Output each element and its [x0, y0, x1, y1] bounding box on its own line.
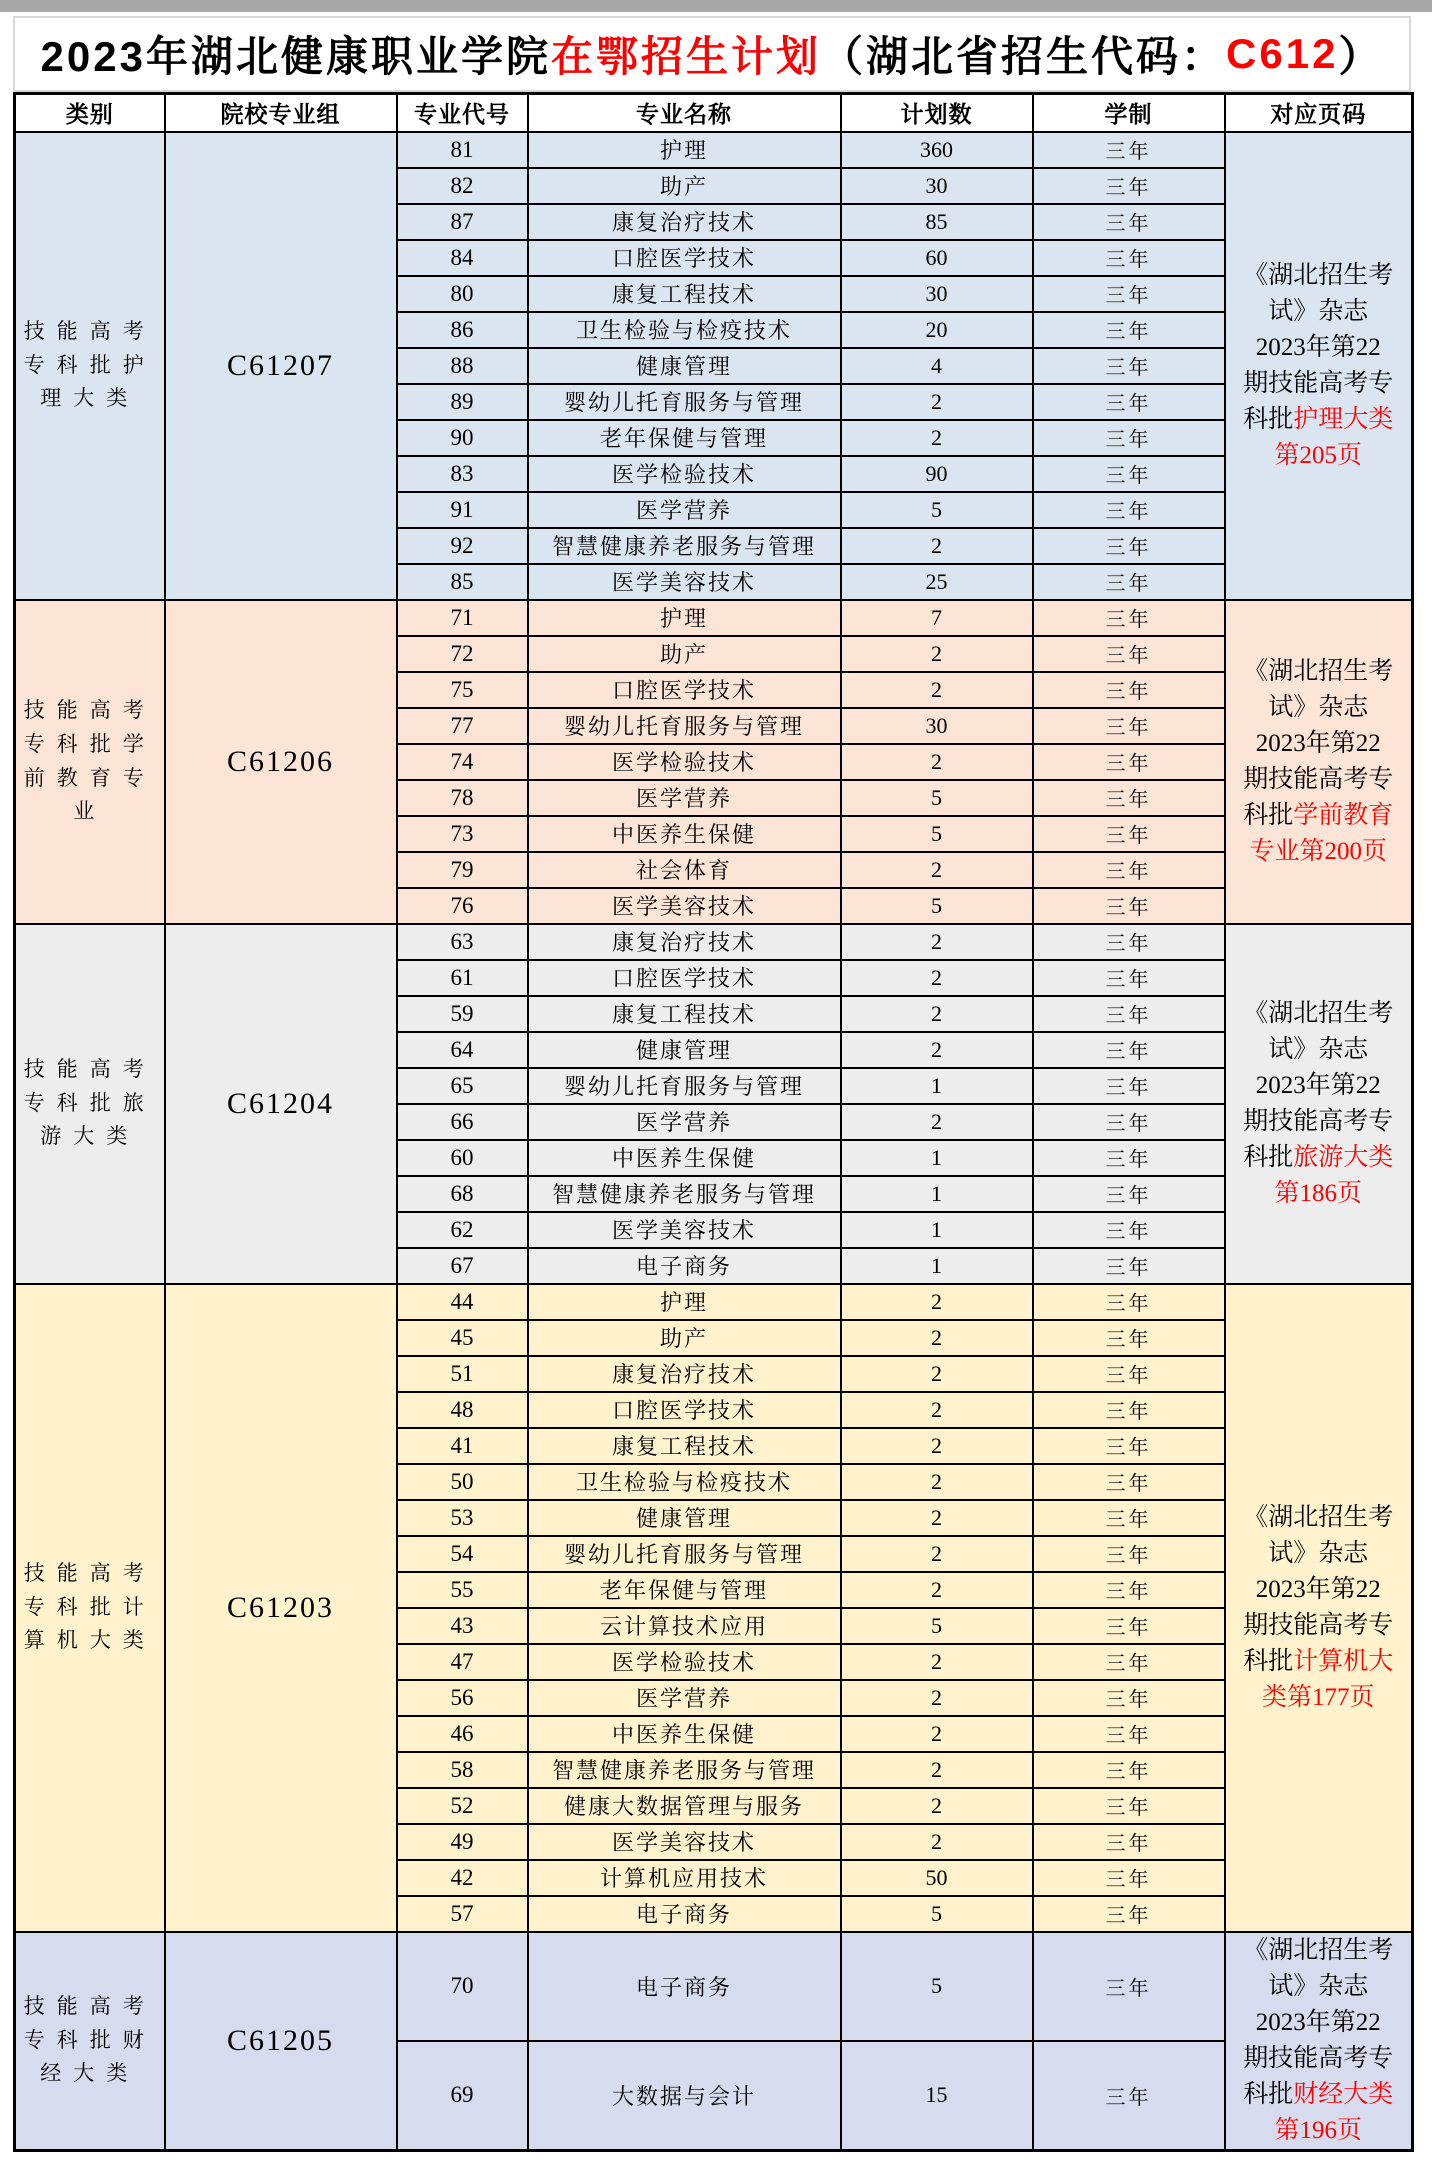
plan-count-cell: 2 — [841, 1500, 1033, 1536]
plan-count-cell: 2 — [841, 1788, 1033, 1824]
major-code-cell: 62 — [397, 1212, 528, 1248]
plan-count-cell: 5 — [841, 816, 1033, 852]
page-note-cell — [1225, 1932, 1413, 2151]
duration-cell: 三年 — [1033, 672, 1225, 708]
major-name-cell: 健康大数据管理与服务 — [528, 1788, 841, 1824]
duration-cell: 三年 — [1033, 960, 1225, 996]
major-name-cell: 护理 — [528, 1284, 841, 1320]
title-part-plan: 在鄂招生计划 — [550, 33, 821, 80]
duration-cell: 三年 — [1033, 1896, 1225, 1932]
duration-cell: 三年 — [1033, 1212, 1225, 1248]
major-name-cell: 助产 — [528, 636, 841, 672]
table-row — [15, 924, 1413, 960]
plan-count-cell: 30 — [841, 276, 1033, 312]
page-note-line: 期技能高考专 — [1243, 369, 1394, 397]
plan-count-cell: 2 — [841, 1320, 1033, 1356]
duration-cell: 三年 — [1033, 204, 1225, 240]
major-name-cell: 康复工程技术 — [528, 1428, 841, 1464]
major-code-cell: 69 — [397, 2041, 528, 2150]
duration-cell: 三年 — [1033, 888, 1225, 924]
page-note-red-text: 旅游大类第186页 — [1274, 1143, 1394, 1207]
major-code-cell: 44 — [397, 1284, 528, 1320]
header-duration: 学制 — [1033, 94, 1225, 132]
major-name-cell: 中医养生保健 — [528, 1140, 841, 1176]
duration-cell: 三年 — [1033, 1464, 1225, 1500]
title-part-code: C612 — [1226, 30, 1339, 77]
duration-cell: 三年 — [1033, 1716, 1225, 1752]
major-code-cell: 92 — [397, 528, 528, 564]
plan-count-cell: 2 — [841, 1356, 1033, 1392]
major-code-cell: 78 — [397, 780, 528, 816]
duration-cell: 三年 — [1033, 852, 1225, 888]
major-code-cell: 73 — [397, 816, 528, 852]
category-cell: 技能高考专科批财经大类 — [15, 1932, 165, 2151]
duration-cell: 三年 — [1033, 1824, 1225, 1860]
major-name-cell: 电子商务 — [528, 1896, 841, 1932]
page-note-line: 试》杂志 — [1268, 693, 1369, 721]
major-name-cell: 中医养生保健 — [528, 1716, 841, 1752]
major-code-cell: 59 — [397, 996, 528, 1032]
major-code-cell: 50 — [397, 1464, 528, 1500]
duration-cell: 三年 — [1033, 1176, 1225, 1212]
page-note-line: 2023年第22 — [1255, 333, 1381, 361]
plan-count-cell: 5 — [841, 1608, 1033, 1644]
major-code-cell: 91 — [397, 492, 528, 528]
page-note-prefix: 科批 — [1243, 405, 1294, 433]
major-code-cell: 74 — [397, 744, 528, 780]
major-name-cell: 健康管理 — [528, 348, 841, 384]
plan-count-cell: 50 — [841, 1860, 1033, 1896]
major-name-cell: 助产 — [528, 1320, 841, 1356]
page-note-cell — [1225, 924, 1413, 1284]
major-name-cell: 计算机应用技术 — [528, 1860, 841, 1896]
major-name-cell: 社会体育 — [528, 852, 841, 888]
group-code-cell: C61206 — [165, 600, 397, 924]
page-note-tail — [1233, 1644, 1405, 1716]
duration-cell: 三年 — [1033, 780, 1225, 816]
page-note-tail — [1233, 1140, 1405, 1212]
major-name-cell: 健康管理 — [528, 1032, 841, 1068]
page-note-line: 试》杂志 — [1268, 1972, 1369, 2000]
major-name-cell: 智慧健康养老服务与管理 — [528, 1752, 841, 1788]
duration-cell: 三年 — [1033, 636, 1225, 672]
plan-count-cell: 2 — [841, 420, 1033, 456]
major-code-cell: 61 — [397, 960, 528, 996]
major-name-cell: 医学美容技术 — [528, 1212, 841, 1248]
title-part-year-school: 2023年湖北健康职业学院 — [40, 33, 551, 80]
table-row — [15, 1932, 1413, 2041]
duration-cell: 三年 — [1033, 1356, 1225, 1392]
major-name-cell: 医学美容技术 — [528, 888, 841, 924]
page-note-line: 试》杂志 — [1268, 1035, 1369, 1063]
header-major-name: 专业名称 — [528, 94, 841, 132]
plan-count-cell: 2 — [841, 1572, 1033, 1608]
plan-count-cell: 2 — [841, 1680, 1033, 1716]
major-name-cell: 婴幼儿托育服务与管理 — [528, 1536, 841, 1572]
major-name-cell: 大数据与会计 — [528, 2041, 841, 2150]
plan-count-cell: 30 — [841, 708, 1033, 744]
major-code-cell: 53 — [397, 1500, 528, 1536]
plan-count-cell: 2 — [841, 1464, 1033, 1500]
major-code-cell: 88 — [397, 348, 528, 384]
page-note-prefix: 科批 — [1243, 1143, 1294, 1171]
major-code-cell: 82 — [397, 168, 528, 204]
major-name-cell: 口腔医学技术 — [528, 672, 841, 708]
category-cell: 技能高考专科批计算机大类 — [15, 1284, 165, 1932]
major-name-cell: 电子商务 — [528, 1932, 841, 2041]
plan-count-cell: 15 — [841, 2041, 1033, 2150]
title-part-close-paren: ） — [1338, 33, 1384, 80]
page-note-prefix: 科批 — [1243, 1647, 1294, 1675]
plan-count-cell: 2 — [841, 744, 1033, 780]
major-code-cell: 67 — [397, 1248, 528, 1284]
duration-cell: 三年 — [1033, 168, 1225, 204]
major-name-cell: 卫生检验与检疫技术 — [528, 1464, 841, 1500]
plan-count-cell: 2 — [841, 384, 1033, 420]
plan-count-cell: 5 — [841, 1896, 1033, 1932]
plan-count-cell: 1 — [841, 1068, 1033, 1104]
major-code-cell: 64 — [397, 1032, 528, 1068]
plan-count-cell: 60 — [841, 240, 1033, 276]
major-code-cell: 52 — [397, 1788, 528, 1824]
duration-cell: 三年 — [1033, 492, 1225, 528]
major-name-cell: 口腔医学技术 — [528, 960, 841, 996]
major-code-cell: 60 — [397, 1140, 528, 1176]
plan-count-cell: 30 — [841, 168, 1033, 204]
major-name-cell: 康复工程技术 — [528, 276, 841, 312]
major-name-cell: 医学检验技术 — [528, 744, 841, 780]
header-row — [15, 94, 1413, 132]
major-name-cell: 医学营养 — [528, 1104, 841, 1140]
title-part-code-label: （湖北省招生代码： — [821, 33, 1227, 80]
major-code-cell: 71 — [397, 600, 528, 636]
duration-cell: 三年 — [1033, 1572, 1225, 1608]
duration-cell: 三年 — [1033, 1608, 1225, 1644]
plan-count-cell: 2 — [841, 1644, 1033, 1680]
group-code-cell: C61204 — [165, 924, 397, 1284]
major-code-cell: 76 — [397, 888, 528, 924]
duration-cell: 三年 — [1033, 1140, 1225, 1176]
page-note-cell — [1225, 1284, 1413, 1932]
duration-cell: 三年 — [1033, 1932, 1225, 2041]
major-name-cell: 卫生检验与检疫技术 — [528, 312, 841, 348]
page-note-line: 《湖北招生考 — [1243, 999, 1394, 1027]
plan-count-cell: 2 — [841, 1284, 1033, 1320]
page-note-line: 期技能高考专 — [1243, 2044, 1394, 2072]
major-code-cell: 42 — [397, 1860, 528, 1896]
header-group-code: 院校专业组 — [165, 94, 397, 132]
table-body — [15, 132, 1413, 2151]
major-code-cell: 70 — [397, 1932, 528, 2041]
duration-cell: 三年 — [1033, 708, 1225, 744]
plan-count-cell: 2 — [841, 1752, 1033, 1788]
major-code-cell: 49 — [397, 1824, 528, 1860]
group-code-cell: C61203 — [165, 1284, 397, 1932]
major-code-cell: 90 — [397, 420, 528, 456]
header-plan-count: 计划数 — [841, 94, 1033, 132]
page-note-red-text: 计算机大类第177页 — [1261, 1647, 1394, 1711]
table-row — [15, 600, 1413, 636]
major-name-cell: 康复治疗技术 — [528, 1356, 841, 1392]
major-code-cell: 89 — [397, 384, 528, 420]
duration-cell: 三年 — [1033, 1104, 1225, 1140]
duration-cell: 三年 — [1033, 312, 1225, 348]
duration-cell: 三年 — [1033, 384, 1225, 420]
major-code-cell: 48 — [397, 1392, 528, 1428]
page-note-tail — [1233, 2077, 1405, 2149]
major-name-cell: 云计算技术应用 — [528, 1608, 841, 1644]
header-page-ref: 对应页码 — [1225, 94, 1413, 132]
duration-cell: 三年 — [1033, 456, 1225, 492]
plan-count-cell: 2 — [841, 1536, 1033, 1572]
page-note-line: 《湖北招生考 — [1243, 261, 1394, 289]
duration-cell: 三年 — [1033, 1536, 1225, 1572]
major-name-cell: 医学检验技术 — [528, 456, 841, 492]
major-code-cell: 57 — [397, 1896, 528, 1932]
major-code-cell: 46 — [397, 1716, 528, 1752]
major-code-cell: 51 — [397, 1356, 528, 1392]
page-note-line: 试》杂志 — [1268, 1539, 1369, 1567]
plan-count-cell: 360 — [841, 132, 1033, 168]
major-name-cell: 医学营养 — [528, 780, 841, 816]
duration-cell: 三年 — [1033, 600, 1225, 636]
major-code-cell: 63 — [397, 924, 528, 960]
major-code-cell: 66 — [397, 1104, 528, 1140]
major-code-cell: 84 — [397, 240, 528, 276]
major-code-cell: 65 — [397, 1068, 528, 1104]
category-cell: 技能高考专科批护理大类 — [15, 132, 165, 600]
page-note-prefix: 科批 — [1243, 801, 1294, 829]
major-code-cell: 47 — [397, 1644, 528, 1680]
major-name-cell: 婴幼儿托育服务与管理 — [528, 1068, 841, 1104]
page-note-line: 2023年第22 — [1255, 1071, 1381, 1099]
duration-cell: 三年 — [1033, 2041, 1225, 2150]
plan-count-cell: 7 — [841, 600, 1033, 636]
page-note-cell — [1225, 600, 1413, 924]
group-code-cell: C61207 — [165, 132, 397, 600]
major-name-cell: 电子商务 — [528, 1248, 841, 1284]
major-name-cell: 助产 — [528, 168, 841, 204]
major-code-cell: 85 — [397, 564, 528, 600]
group-code-cell: C61205 — [165, 1932, 397, 2151]
major-name-cell: 护理 — [528, 600, 841, 636]
major-name-cell: 医学营养 — [528, 492, 841, 528]
plan-count-cell: 85 — [841, 204, 1033, 240]
major-name-cell: 医学营养 — [528, 1680, 841, 1716]
major-name-cell: 康复治疗技术 — [528, 924, 841, 960]
major-name-cell: 中医养生保健 — [528, 816, 841, 852]
page-note-cell — [1225, 132, 1413, 600]
duration-cell: 三年 — [1033, 564, 1225, 600]
page-note-line: 期技能高考专 — [1243, 1611, 1394, 1639]
major-name-cell: 医学美容技术 — [528, 1824, 841, 1860]
page-note-line: 《湖北招生考 — [1243, 1503, 1394, 1531]
duration-cell: 三年 — [1033, 1500, 1225, 1536]
plan-count-cell: 2 — [841, 672, 1033, 708]
duration-cell: 三年 — [1033, 996, 1225, 1032]
plan-count-cell: 2 — [841, 924, 1033, 960]
duration-cell: 三年 — [1033, 132, 1225, 168]
major-name-cell: 婴幼儿托育服务与管理 — [528, 384, 841, 420]
plan-count-cell: 2 — [841, 636, 1033, 672]
major-name-cell: 婴幼儿托育服务与管理 — [528, 708, 841, 744]
major-name-cell: 医学检验技术 — [528, 1644, 841, 1680]
page-note-tail — [1233, 402, 1405, 474]
plan-count-cell: 1 — [841, 1140, 1033, 1176]
duration-cell: 三年 — [1033, 1032, 1225, 1068]
page-note-prefix: 科批 — [1243, 2080, 1294, 2108]
header-major-code: 专业代号 — [397, 94, 528, 132]
duration-cell: 三年 — [1033, 420, 1225, 456]
duration-cell: 三年 — [1033, 1068, 1225, 1104]
major-name-cell: 护理 — [528, 132, 841, 168]
major-code-cell: 86 — [397, 312, 528, 348]
duration-cell: 三年 — [1033, 1392, 1225, 1428]
duration-cell: 三年 — [1033, 816, 1225, 852]
page-note-red-text: 护理大类第205页 — [1274, 405, 1394, 469]
page-note-line: 《湖北招生考 — [1243, 657, 1394, 685]
major-name-cell: 智慧健康养老服务与管理 — [528, 1176, 841, 1212]
plan-count-cell: 5 — [841, 492, 1033, 528]
major-name-cell: 口腔医学技术 — [528, 240, 841, 276]
duration-cell: 三年 — [1033, 1680, 1225, 1716]
major-code-cell: 56 — [397, 1680, 528, 1716]
plan-count-cell: 1 — [841, 1212, 1033, 1248]
category-cell: 技能高考专科批旅游大类 — [15, 924, 165, 1284]
plan-count-cell: 1 — [841, 1248, 1033, 1284]
table-row — [15, 1284, 1413, 1320]
plan-count-cell: 5 — [841, 780, 1033, 816]
plan-count-cell: 2 — [841, 1392, 1033, 1428]
plan-count-cell: 2 — [841, 528, 1033, 564]
plan-count-cell: 2 — [841, 1104, 1033, 1140]
major-code-cell: 58 — [397, 1752, 528, 1788]
major-code-cell: 54 — [397, 1536, 528, 1572]
duration-cell: 三年 — [1033, 528, 1225, 564]
duration-cell: 三年 — [1033, 1644, 1225, 1680]
duration-cell: 三年 — [1033, 924, 1225, 960]
page-note-line: 2023年第22 — [1255, 1575, 1381, 1603]
major-code-cell: 79 — [397, 852, 528, 888]
duration-cell: 三年 — [1033, 744, 1225, 780]
duration-cell: 三年 — [1033, 240, 1225, 276]
duration-cell: 三年 — [1033, 1284, 1225, 1320]
plan-count-cell: 1 — [841, 1176, 1033, 1212]
major-name-cell: 健康管理 — [528, 1500, 841, 1536]
page-note-line: 《湖北招生考 — [1243, 1936, 1394, 1964]
page-title — [13, 16, 1411, 92]
category-cell: 技能高考专科批学前教育专业 — [15, 600, 165, 924]
page-note-line: 期技能高考专 — [1243, 1107, 1394, 1135]
duration-cell: 三年 — [1033, 1320, 1225, 1356]
page-note-line: 2023年第22 — [1255, 2008, 1381, 2036]
major-name-cell: 口腔医学技术 — [528, 1392, 841, 1428]
major-code-cell: 83 — [397, 456, 528, 492]
duration-cell: 三年 — [1033, 1788, 1225, 1824]
header-category: 类别 — [15, 94, 165, 132]
major-code-cell: 81 — [397, 132, 528, 168]
major-name-cell: 老年保健与管理 — [528, 1572, 841, 1608]
table-row — [15, 132, 1413, 168]
page-note-red-text: 学前教育专业第200页 — [1249, 801, 1394, 865]
plan-count-cell: 2 — [841, 1428, 1033, 1464]
duration-cell: 三年 — [1033, 348, 1225, 384]
plan-count-cell: 5 — [841, 1932, 1033, 2041]
page-note-line: 2023年第22 — [1255, 729, 1381, 757]
plan-count-cell: 2 — [841, 1824, 1033, 1860]
plan-count-cell: 25 — [841, 564, 1033, 600]
duration-cell: 三年 — [1033, 1860, 1225, 1896]
major-code-cell: 43 — [397, 1608, 528, 1644]
major-name-cell: 老年保健与管理 — [528, 420, 841, 456]
page-note-line: 期技能高考专 — [1243, 765, 1394, 793]
plan-count-cell: 90 — [841, 456, 1033, 492]
major-code-cell: 80 — [397, 276, 528, 312]
duration-cell: 三年 — [1033, 1248, 1225, 1284]
plan-count-cell: 5 — [841, 888, 1033, 924]
major-code-cell: 41 — [397, 1428, 528, 1464]
plan-count-cell: 2 — [841, 852, 1033, 888]
plan-count-cell: 2 — [841, 1716, 1033, 1752]
enrollment-table — [13, 92, 1414, 2152]
major-code-cell: 75 — [397, 672, 528, 708]
major-code-cell: 72 — [397, 636, 528, 672]
window-top-strip — [0, 0, 1432, 12]
major-name-cell: 智慧健康养老服务与管理 — [528, 528, 841, 564]
major-code-cell: 87 — [397, 204, 528, 240]
major-code-cell: 68 — [397, 1176, 528, 1212]
major-name-cell: 康复工程技术 — [528, 996, 841, 1032]
plan-count-cell: 2 — [841, 996, 1033, 1032]
major-code-cell: 77 — [397, 708, 528, 744]
plan-count-cell: 2 — [841, 960, 1033, 996]
duration-cell: 三年 — [1033, 1752, 1225, 1788]
page-note-red-text: 财经大类第196页 — [1274, 2080, 1394, 2144]
plan-count-cell: 2 — [841, 1032, 1033, 1068]
plan-count-cell: 20 — [841, 312, 1033, 348]
major-code-cell: 55 — [397, 1572, 528, 1608]
major-name-cell: 医学美容技术 — [528, 564, 841, 600]
duration-cell: 三年 — [1033, 276, 1225, 312]
plan-count-cell: 4 — [841, 348, 1033, 384]
major-code-cell: 45 — [397, 1320, 528, 1356]
duration-cell: 三年 — [1033, 1428, 1225, 1464]
major-name-cell: 康复治疗技术 — [528, 204, 841, 240]
page-note-line: 试》杂志 — [1268, 297, 1369, 325]
page-note-tail — [1233, 798, 1405, 870]
